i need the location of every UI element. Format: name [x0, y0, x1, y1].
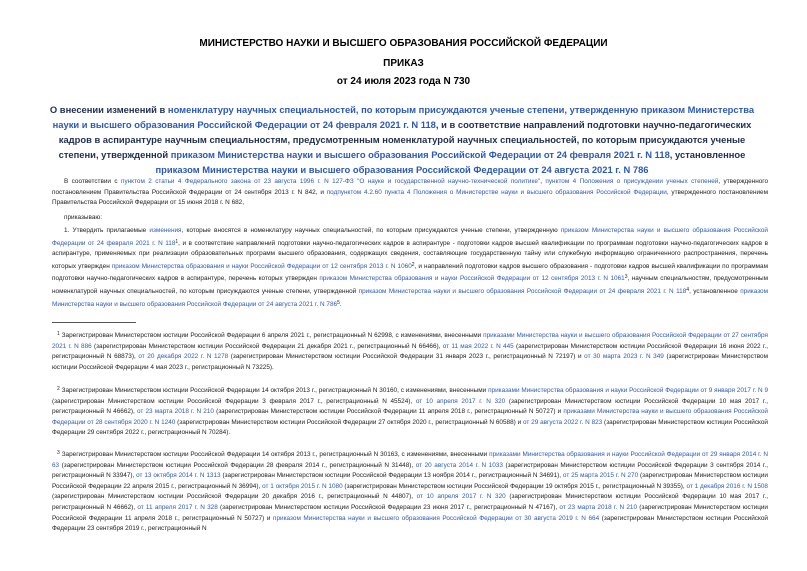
fn3-link-320[interactable]: от 10 апреля 2017 г. N 320 — [416, 493, 506, 501]
fn2-link-1240[interactable]: приказами Министерства науки и высшего образования Российской Федерации от 28 сентября 2020 г. N 1240 — [52, 408, 769, 426]
footnote-marker-2: 2 — [57, 386, 60, 392]
fn2-link-9[interactable]: приказами Министерства образования и науки Российской Федерации от 9 января 2017 г. N 9 — [488, 387, 769, 394]
footnote-marker-1: 1 — [57, 331, 60, 337]
link-order-1061[interactable]: приказом Министерства образования и науки Российской Федерации от 12 сентября 2013 г. N 1061 — [319, 275, 625, 283]
intro-paragraph: В соответствии с пунктом 2 статьи 4 Федерального закона от 23 августа 1996 г. N 127-ФЗ "О науке и государственной научно-технической политике", пунктом 4 Положения о присуждении ученых степеней, утвержденного постановлением Правительства Российской Федерации от 24 сентября 2013 г. N 842, и подпунктом 4.2.60 пункта 4 Положения о Министерстве науки и высшего образования Российской Федерации, утвержденного постановлением Правительства Российской Федерации от 15 июня 2018 г. N 682, — [52, 178, 769, 207]
fn3-link-328[interactable]: от 11 апреля 2017 г. N 328 — [137, 503, 218, 511]
link-changes[interactable]: изменения — [149, 227, 182, 234]
fn2-link-823[interactable]: от 29 августа 2022 г. N 823 — [523, 418, 603, 426]
link-federal-law-127fz[interactable]: пунктом 2 статьи 4 Федерального закона от 23 августа 1996 г. N 127-ФЗ "О науке и государственной научно-технической политике" — [121, 178, 541, 185]
fn3-link-1033[interactable]: от 20 августа 2014 г. N 1033 — [415, 461, 503, 469]
fn2-link-210[interactable]: от 23 марта 2018 г. N 210 — [137, 408, 214, 416]
link-degree-regulation[interactable]: пунктом 4 Положения о присуждении ученых степеней — [545, 178, 719, 185]
footnote-ref-4[interactable]: 4 — [686, 286, 690, 293]
fn1-link-445[interactable]: от 11 мая 2022 г. N 445 — [442, 342, 514, 350]
paragraph-1: 1. Утвердить прилагаемые изменения, которые вносятся в номенклатуру научных специальностей, по которым присуждаются ученые степени, утвержденную приказом Министерства науки и высшего образования Российской Федерации от 24 февраля 2021 г. N $118^1$, и в соответствие направлений подготовки научно-педагогических кадров в аспирантуре - подготовки кадров высшей квалификации по программам подготовки научно-педагогических кадров в аспирантуре, применяемых при реализации образовательных программ высшего образования, содержащих сведения, составляющие государственную тайну или служебную информацию ограниченного распространения, перечень которых утвержден приказом Министерства образования и науки Российской Федерации от 12 сентября 2013 г. N 1060$^2$, и направлений подготовки кадров высшего образования - подготовки кадров высшей квалификации по программам подготовки научно-педагогических кадров в аспирантуре, перечень которых утвержден приказом Министерства образования и науки Российской Федерации от 12 сентября 2013 г. N 1061$^3$, научным специальностям, предусмотренным номенклатурой научных специальностей, по которым присуждаются ученые степени, утвержденной приказом Министерства науки и высшего образования Российской Федерации от 24 февраля 2021 г. N $118^4$, установленное приказом Министерства науки и высшего образования Российской Федерации от 24 августа 2021 г. N $786^5$. — [52, 227, 769, 308]
fn3-link-270[interactable]: от 25 марта 2015 г. N 270 — [562, 472, 639, 480]
fn2-link-320[interactable]: от 10 апреля 2017 г. N 320 — [415, 397, 506, 405]
document-date-number: от 24 июля 2023 года N 730 — [336, 76, 471, 87]
footnote-ref-1[interactable]: 1 — [175, 238, 179, 245]
footnote-2: $^2$ Зарегистрирован Министерством юстиции Российской Федерации 14 октября 2013 г., регистрационный N 30160, с изменениями, внесенными приказами Министерства образования и науки Российской Федерации от 9 января 2017 г. N 9 (зарегистрирован Министерством юстиции Российской Федерации 3 февраля 2017 г., регистрационный N 45524), от 10 апреля 2017 г. N 320 (зарегистрирован Министерством юстиции Российской Федерации 10 мая 2017 г., регистрационный N 46662), от 23 марта 2018 г. N 210 (зарегистрирован Министерством юстиции Российской Федерации 11 апреля 2018 г., регистрационный N 50727) и приказами Министерства науки и высшего образования Российской Федерации от 28 сентября 2020 г. N 1240 (зарегистрирован Министерством юстиции Российской Федерации 27 октября 2020 г., регистрационный N 60588) и от 29 августа 2022 г. N 823 (зарегистрирован Министерством юстиции Российской Федерации 29 сентября 2022 г., регистрационный N 70284). — [52, 386, 769, 437]
link-ministry-regulation[interactable]: подпунктом 4.2.60 пункта 4 Положения о Министерстве науки и высшего образования Российской Федерации — [326, 188, 667, 196]
ministry-heading: МИНИСТЕРСТВО НАУКИ И ВЫСШЕГО ОБРАЗОВАНИЯ РОССИЙСКОЙ ФЕДЕРАЦИИ — [199, 38, 608, 49]
footnote-divider — [52, 322, 136, 323]
fn3-link-664[interactable]: приказом Министерства науки и высшего образования Российской Федерации от 30 августа 2019 г. N 664 — [273, 514, 600, 522]
footnote-ref-2[interactable]: 2 — [411, 261, 415, 268]
document-title: О внесении изменений в номенклатуру научных специальностей, по которым присуждаются ученые степени, утвержденную приказом Министерства науки и высшего образования Российской Федерации от 24 февраля 2021 г. N 118, и в соответствие направлений подготовки научно-педагогических кадров в аспирантуре научным специальностям, предусмотренным номенклатурой научных специальностей, по которым присуждаются ученые степени, утвержденной приказом Министерства науки и высшего образования Российской Федерации от 24 февраля 2021 г. N 118, установленное приказом Министерства науки и высшего образования Российской Федерации от 24 августа 2021 г. N 786 — [49, 104, 755, 175]
fn1-link-1278[interactable]: от 20 декабря 2022 г. N 1278 — [138, 353, 229, 361]
link-order-1060[interactable]: приказом Министерства образования и науки Российской Федерации от 12 сентября 2013 г. N 1060 — [111, 262, 412, 270]
fn1-link-886[interactable]: приказами Министерства науки и высшего образования Российской Федерации от 27 сентября 2021 г. N 886 — [52, 332, 768, 350]
document-type: ПРИКАЗ — [383, 58, 424, 69]
footnote-marker-3: 3 — [57, 450, 60, 456]
footnote-1: $^1$ Зарегистрирован Министерством юстиции Российской Федерации 6 апреля 2021 г., регистрационный N 62998, с изменениями, внесенными приказами Министерства науки и высшего образования Российской Федерации от 27 сентября 2021 г. N 886 (зарегистрирован Министерством юстиции Российской Федерации 21 декабря 2021 г., регистрационный N 66466), от 11 мая 2022 г. N 445 (зарегистрирован Министерством юстиции Российской Федерации 16 июня 2022 г., регистрационный N 68873), от 20 декабря 2022 г. N 1278 (зарегистрирован Министерством юстиции Российской Федерации 31 января 2023 г., регистрационный N 72197) и от 30 марта 2023 г. N 349 (зарегистрирован Министерством юстиции Российской Федерации 4 мая 2023 г., регистрационный N 73225). — [52, 331, 769, 371]
link-order-118-a[interactable]: приказом Министерства науки и высшего образования Российской Федерации от 24 февраля 2021 г. N 118 — [52, 227, 769, 247]
title-link-order-786[interactable]: приказом Министерства науки и высшего образования Российской Федерации от 24 августа 2021 г. N 786 — [155, 164, 649, 175]
footnote-ref-5[interactable]: 5 — [337, 299, 340, 306]
fn1-link-349[interactable]: от 30 марта 2023 г. N 349 — [584, 353, 664, 361]
link-order-118-b[interactable]: приказом Министерства науки и высшего образования Российской Федерации от 24 февраля 2021 г. N 118 — [358, 287, 687, 295]
fn3-link-63[interactable]: приказами Министерства образования и науки Российской Федерации от 29 января 2014 г. N 63 — [52, 451, 768, 469]
title-link-nomenclature[interactable]: номенклатуру научных специальностей, по которым присуждаются ученые степени, утвержденную приказом Министерства науки и высшего образования Российской Федерации от 24 февраля 2021 г. N 118 — [52, 104, 755, 130]
fn3-link-1508[interactable]: от 1 декабря 2016 г. N 1508 — [686, 482, 768, 490]
title-link-order-118[interactable]: приказом Министерства науки и высшего образования Российской Федерации от 24 февраля 2021 г. N 118 — [170, 149, 670, 160]
link-order-786[interactable]: приказом Министерства науки и высшего образования Российской Федерации от 24 августа 2021 г. N 786 — [52, 287, 768, 308]
footnote-ref-3[interactable]: 3 — [624, 274, 628, 281]
order-word: приказываю: — [64, 214, 102, 221]
footnote-3: $^3$ Зарегистрирован Министерством юстиции Российской Федерации 14 октября 2013 г., регистрационный N 30163, с изменениями, внесенными приказами Министерства образования и науки Российской Федерации от 29 января 2014 г. N 63 (зарегистрирован Министерством юстиции Российской Федерации 28 февраля 2014 г., регистрационный N 31448), от 20 августа 2014 г. N 1033 (зарегистрирован Министерством юстиции Российской Федерации 3 сентября 2014 г., регистрационный N 33947), от 13 октября 2014 г. N 1313 (зарегистрирован Министерством юстиции Российской Федерации 13 ноября 2014 г., регистрационный N 34691), от 25 марта 2015 г. N 270 (зарегистрирован Министерством юстиции Российской Федерации 22 апреля 2015 г., регистрационный N 36994), от 1 октября 2015 г. N 1080 (зарегистрирован Министерством юстиции Российской Федерации 19 октября 2015 г., регистрационный N 39355), от 1 декабря 2016 г. N 1508 (зарегистрирован Министерством юстиции Российской Федерации 20 декабря 2016 г., регистрационный N 44807), от 10 апреля 2017 г. N 320 (зарегистрирован Министерством юстиции Российской Федерации 10 мая 2017 г., регистрационный N 46662), от 11 апреля 2017 г. N 328 (зарегистрирован Министерством юстиции Российской Федерации 23 июня 2017 г., регистрационный N 47167), от 23 марта 2018 г. N 210 (зарегистрирован Министерством юстиции Российской Федерации 11 апреля 2018 г., регистрационный N 50727) и приказом Министерства науки и высшего образования Российской Федерации от 30 августа 2019 г. N 664 (зарегистрирован Министерством юстиции Российской Федерации 23 сентября 2019 г., регистрационный N — [52, 450, 769, 533]
fn3-link-1313[interactable]: от 13 октября 2014 г. N 1313 — [136, 472, 221, 480]
fn3-link-1080[interactable]: от 1 октября 2015 г. N 1080 — [262, 482, 343, 490]
fn3-link-210[interactable]: от 23 марта 2018 г. N 210 — [559, 503, 638, 511]
